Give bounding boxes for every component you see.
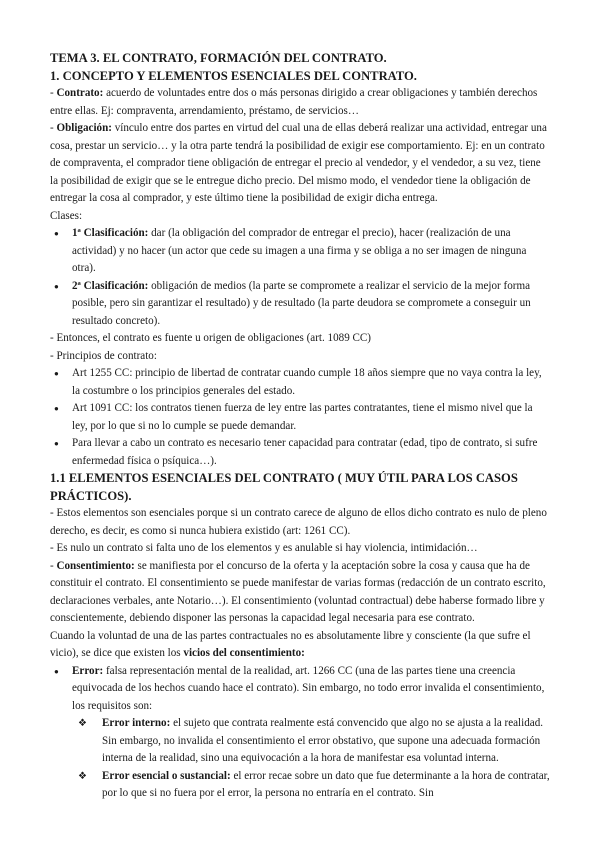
obligacion-text: vínculo entre dos partes en virtud del cual una de ellas deberá realizar una actividad, entregar una cosa, prestar un servicio… y la otra parte tendrá la posibilidad de exigir ese comportamiento. Ej: en un contrato de compraventa, el comprador tiene obligación de entregar el precio al vendedor, y el vendedor, a su vez, tiene la posibilidad de exigir que se le entregue dicho precio. Del mismo modo, el vendedor tiene la obligación de entregar la cosa al comprador, y este último tiene la posibilidad de exigir dicha entrega.: [50, 122, 547, 204]
clase-term: 1ª Clasificación:: [72, 227, 149, 239]
list-item: [50, 225, 550, 278]
list-item: ● Art 1255 CC: principio de libertad de contratar cuando cumple 18 años siempre que no vaya contra la ley, la costumbre o los principios generales del estado.: [50, 365, 550, 400]
vicios-text: Cuando la voluntad de una de las partes contractuales no es absolutamente libre y consciente (la que sufre el vicio), se dice que existen los: [50, 629, 531, 659]
list-item: [50, 715, 550, 768]
principios-list: [50, 365, 550, 470]
requisito-text: el error recae sobre un dato que fue determinante a la hora de contratar, por lo que si no fuera por el error, la persona no entraría en el contrato. Sin: [102, 769, 550, 799]
section-1-1-heading: 1.1 ELEMENTOS ESENCIALES DEL CONTRATO ( MUY ÚTIL PARA LOS CASOS PRÁCTICOS).: [50, 471, 518, 503]
contrato-definition: [50, 85, 550, 120]
list-item: [50, 278, 550, 331]
vicios-list: [50, 663, 550, 803]
contrato-term: Contrato:: [56, 87, 104, 99]
contrato-text: acuerdo de voluntades entre dos o más personas dirigido a crear obligaciones y también derechos entre ellas. Ej: compraventa, arrendamiento, préstamo, de servicios…: [50, 87, 538, 117]
clase-term: 2ª Clasificación:: [72, 279, 149, 292]
error-text: falsa representación mental de la realidad, art. 1266 CC (una de las partes tiene una creencia equivocada de los hechos cuando hace el contrato). Sin embargo, no todo error invalida el consentimiento, los requisitos son:: [72, 664, 545, 712]
principios-label: - Principios de contrato:: [50, 349, 157, 362]
error-term: Error:: [72, 664, 104, 677]
consentimiento-definition: [50, 558, 550, 628]
consentimiento-term: Consentimiento:: [56, 559, 135, 572]
list-item: ● Art 1091 CC: los contratos tienen fuerza de ley entre las partes contratantes, tiene el mismo nivel que la ley, por lo que si no lo cumple se puede demandar.: [50, 400, 550, 435]
clase-text: dar (la obligación del comprador de entregar el precio), hacer (realización de una actividad) y no hacer (un actor que cede su imagen a una firma y se obliga a no ser imagen de ninguna otra).: [72, 227, 527, 274]
requisito-term: Error esencial o sustancial:: [102, 769, 231, 782]
list-item: [50, 768, 550, 803]
consentimiento-prefix: -: [50, 559, 57, 572]
requisitos-list: [50, 715, 550, 803]
vicios-term: vicios del consentimiento:: [183, 647, 305, 659]
entonces-paragraph: - Entonces, el contrato es fuente u origen de obligaciones (art. 1089 CC): [50, 332, 372, 344]
elementos-paragraph: - Estos elementos son esenciales porque si un contrato carece de alguno de ellos dicho contrato es nulo de pleno derecho, es decir, es como si nunca hubiera existido (art: 1261 CC).: [50, 507, 547, 537]
nulo-paragraph: - Es nulo un contrato si falta uno de los elementos y es anulable si hay violencia, intimidación…: [50, 542, 478, 554]
consentimiento-text: se manifiesta por el concurso de la oferta y la aceptación sobre la cosa y causa que ha de constituir el contrato. El consentimiento se puede manifestar de varias formas (redacción de un contrato escrito, declaraciones verbales, ante Notario…). El consentimiento (voluntad contractual) debe haberse formado libre y conscientemente, debiendo disponer las personas la capacidad legal necesaria para ese contrato.: [50, 559, 546, 624]
section-1-heading: 1. CONCEPTO Y ELEMENTOS ESENCIALES DEL CONTRATO.: [50, 68, 417, 83]
document-page: [50, 50, 550, 803]
requisito-text: el sujeto que contrata realmente está convencido que algo no se ajusta a la realidad. Sin embargo, no invalida el consentimiento el error obstativo, que supone una adecuada formación interna de la realidad, sino una equivocación a la hora de manifestar esa voluntad interna.: [102, 717, 544, 764]
obligacion-prefix: -: [50, 122, 57, 134]
obligacion-term: Obligación:: [56, 122, 112, 134]
list-item: ● Para llevar a cabo un contrato es necesario tener capacidad para contratar (edad, tipo de contrato, si sufre enfermedad física o psíquica…).: [50, 435, 550, 470]
obligacion-definition: [50, 120, 550, 208]
vicios-paragraph: [50, 628, 550, 663]
clase-text: obligación de medios (la parte se compromete a realizar el servicio de la mejor forma posible, pero sin garantizar el resultado) y de resultado (la parte deudora se compromete a conseguir un resultado concreto).: [72, 279, 531, 327]
requisito-term: Error interno:: [102, 717, 171, 729]
document-title: TEMA 3. EL CONTRATO, FORMACIÓN DEL CONTRATO.: [50, 51, 387, 65]
clases-label: Clases:: [50, 209, 83, 222]
contrato-prefix: -: [50, 87, 57, 99]
clases-list: [50, 225, 550, 330]
list-item: [50, 663, 550, 803]
